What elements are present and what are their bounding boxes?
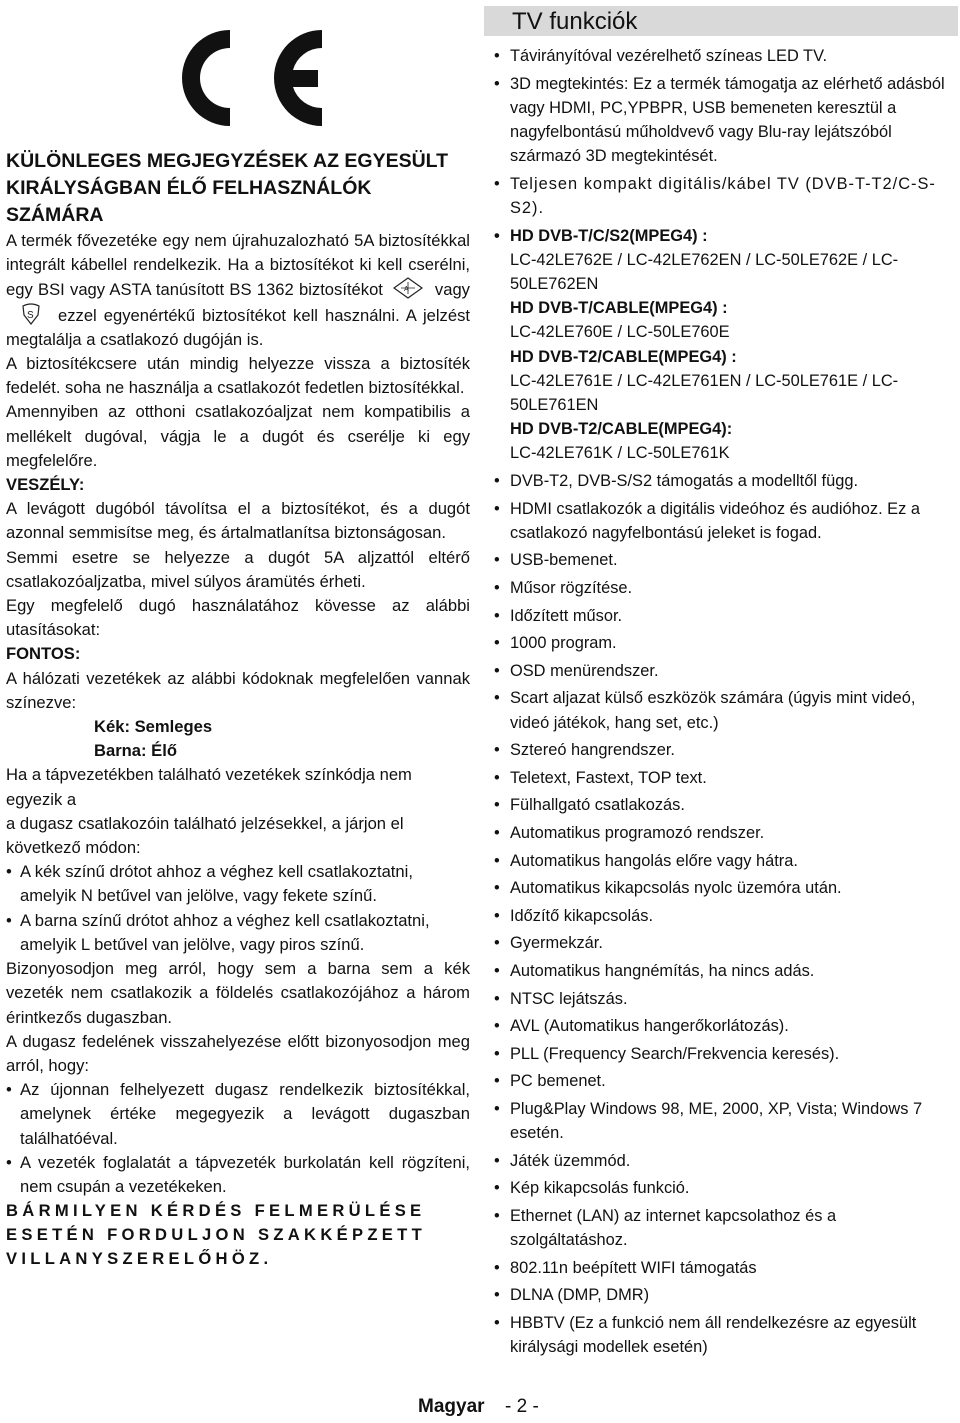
feature-item: • Időzítő kikapcsolás. xyxy=(494,904,958,928)
page-number: - 2 - xyxy=(505,1396,539,1417)
hd3-title: HD DVB-T2/CABLE(MPEG4) : xyxy=(510,347,737,366)
feature-item: • Kép kikapcsolás funkció. xyxy=(494,1176,958,1200)
earth-paragraph: Bizonyosodjon meg arról, hogy sem a barna sem a kék vezeték nem csatlakozik a földelés csatlakozójához a három érintkezős dugaszban. xyxy=(6,959,470,1027)
danger-paragraph: A levágott dugóból távolítsa el a biztosítékot, és a dugót azonnal semmisítse meg, és ártalmatlanítsa biztonságosan. xyxy=(6,499,470,543)
danger-label: VESZÉLY: xyxy=(6,475,85,495)
feature-item: • HDMI csatlakozók a digitális videóhoz és audióhoz. Ez a csatlakozó nagyfelbontású jeleket is fogad. xyxy=(494,497,958,545)
feature-item: • Műsor rögzítése. xyxy=(494,576,958,600)
feature-item: • PLL (Frequency Search/Frekvencia keresés). xyxy=(494,1042,958,1066)
or-text: vagy xyxy=(434,280,470,300)
hd1-title: • HD DVB-T/C/S2(MPEG4) : xyxy=(510,226,708,245)
feature-item: • NTSC lejátszás. xyxy=(494,987,958,1011)
fuse-paragraph-start: A termék fővezetéke egy nem újrahuzalozható 5A biztosítékkal integrált kábellel rendelkezik. Ha a biztosítékot ki kell cserélni, egy BSI vagy ASTA tanúsított xyxy=(6,231,470,300)
feature-item: • 802.11n beépített WIFI támogatás xyxy=(494,1256,958,1280)
feature-item: • OSD menürendszer. xyxy=(494,659,958,683)
bs1362-text: BS 1362 biztosítékot xyxy=(229,280,383,300)
feature-item: • Fülhallgató csatlakozás. xyxy=(494,793,958,817)
feature-item: • Automatikus programozó rendszer. xyxy=(494,821,958,845)
blue-wire-bullet: • A kék színű drótot ahhoz a véghez kell csatlakoztatni, amelyik N betűvel van jelölve, vagy fekete színű. xyxy=(6,860,470,908)
footer-language: Magyar xyxy=(418,1396,485,1417)
feature-item: • Játék üzemmód. xyxy=(494,1149,958,1173)
hd3-models: LC-42LE761E / LC-42LE761EN / LC-50LE761E / LC-50LE761EN xyxy=(510,371,899,415)
socket-warning-paragraph: Semmi esetre se helyezze a dugót 5A aljzattól eltérő csatlakozóaljzatba, mivel súlyos áramütés érheti. xyxy=(6,547,470,591)
tv-features-list xyxy=(494,44,958,1363)
feature-item: • Automatikus hangolás előre vagy hátra. xyxy=(494,849,958,873)
hd-models-item xyxy=(494,224,958,466)
feature-item: • Sztereó hangrendszer. xyxy=(494,738,958,762)
blue-wire-label: Kék: Semleges xyxy=(94,717,213,737)
tv-features-title: TV funkciók xyxy=(512,8,638,35)
feature-item: • Teljesen kompakt digitális/kábel TV (DVB-T-T2/C-S-S2). xyxy=(494,172,958,220)
bsi-kitemark-icon xyxy=(16,303,46,325)
fuse-paragraph-tail: ezzel egyenértékű biztosítékot kell használni. A jelzést megtalálja a csatlakozó dugóján is. xyxy=(6,305,470,349)
feature-item: • AVL (Automatikus hangerőkorlátozás). xyxy=(494,1014,958,1038)
ce-mark-icon xyxy=(150,22,330,134)
feature-item: • DLNA (DMP, DMR) xyxy=(494,1283,958,1307)
wire-colors-paragraph: A hálózati vezetékek az alábbi kódoknak megfelelően vannak színezve: xyxy=(6,668,470,712)
cover-check-paragraph: A dugasz fedelének visszahelyezése előtt bizonyosodjon meg arról, hogy: xyxy=(6,1031,470,1075)
hd2-models: LC-42LE760E / LC-50LE760E xyxy=(510,323,730,342)
feature-item: • HBBTV (Ez a funkció nem áll rendelkezésre az egyesült királysági modellek esetén) xyxy=(494,1311,958,1359)
hd4-models: LC-42LE761K / LC-50LE761K xyxy=(510,444,730,463)
uk-notice-section xyxy=(6,148,470,1271)
feature-item: • DVB-T2, DVB-S/S2 támogatás a modelltől függ. xyxy=(494,469,958,493)
brown-wire-label: Barna: Élő xyxy=(94,741,177,761)
hd2-title: HD DVB-T/CABLE(MPEG4) : xyxy=(510,299,728,318)
feature-item: • Automatikus hangnémítás, ha nincs adás. xyxy=(494,959,958,983)
feature-item: • Plug&Play Windows 98, ME, 2000, XP, Vista; Windows 7 esetén. xyxy=(494,1097,958,1145)
svg-text:S: S xyxy=(27,309,34,321)
svg-text:A: A xyxy=(403,286,409,294)
hd4-title: HD DVB-T2/CABLE(MPEG4): xyxy=(510,420,733,439)
feature-item: • 1000 program. xyxy=(494,631,958,655)
feature-item: • Ethernet (LAN) az internet kapcsolathoz és a szolgáltatáshoz. xyxy=(494,1204,958,1252)
uk-notice-heading: KÜLÖNLEGES MEGJEGYZÉSEK AZ EGYESÜLT KIRÁLYSÁGBAN ÉLŐ FELHASZNÁLÓK SZÁMÁRA xyxy=(6,150,449,226)
feature-item: • Időzített műsor. xyxy=(494,604,958,628)
feature-item: • Gyermekzár. xyxy=(494,931,958,955)
new-plug-fuse-bullet: • Az újonnan felhelyezett dugasz rendelkezik biztosítékkal, amelynek értéke megegyezik a levágott dugaszban találhatóéval. xyxy=(6,1078,470,1151)
feature-item: • PC bemenet. xyxy=(494,1069,958,1093)
terminal-marking-paragraph: a dugasz csatlakozóin található jelzésekkel, a járjon el következő módon: xyxy=(6,813,404,858)
cord-grip-bullet: • A vezeték foglalatát a tápvezeték burkolatán kell rögzíteni, nem csupán a vezetékeken. xyxy=(6,1151,470,1199)
color-mismatch-paragraph: Ha a tápvezetékben található vezetékek színkódja nem egyezik a xyxy=(6,765,412,809)
fuse-paragraph xyxy=(6,229,470,352)
hd1-models: LC-42LE762E / LC-42LE762EN / LC-50LE762E / LC-50LE762EN xyxy=(510,250,899,293)
instructions-paragraph: Egy megfelelő dugó használatához kövesse az alábbi utasításokat: xyxy=(6,596,470,640)
fuse-cover-paragraph: A biztosítékcsere után mindig helyezze vissza a biztosíték fedelét. soha ne használja a csatlakozót fedetlen biztosítékkal. xyxy=(6,354,470,398)
important-label: FONTOS: xyxy=(6,644,81,664)
brown-wire-bullet: • A barna színű drótot ahhoz a véghez kell csatlakoztatni, amelyik L betűvel van jelölve, vagy piros színű. xyxy=(6,909,470,957)
feature-item: • Automatikus kikapcsolás nyolc üzemóra után. xyxy=(494,876,958,900)
incompatible-socket-paragraph: Amennyiben az otthoni csatlakozóaljzat nem kompatibilis a mellékelt dugóval, vágja le a dugót és cserélje ki egy megfelelőre. xyxy=(6,402,470,470)
feature-item: • USB-bemenet. xyxy=(494,548,958,572)
feature-item: • Távirányítóval vezérelhető színeas LED TV. xyxy=(494,44,958,68)
feature-item: • 3D megtekintés: Ez a termék támogatja az elérhető adásból vagy HDMI, PC,YPBPR, USB bemeneten keresztül a nagyfelbontású műholdvevő vagy Blu-ray lejátszóból származó 3D megtekintését. xyxy=(494,72,958,169)
asta-mark-icon xyxy=(393,277,423,299)
feature-item: • Scart aljazat külső eszközök számára (úgyis mint videó, videó játékok, hang set, etc.) xyxy=(494,686,958,734)
closing-notice: BÁRMILYEN KÉRDÉS FELMERÜLÉSE ESETÉN FORDULJON SZAKKÉPZETT VILLANYSZERELŐHÖZ. xyxy=(6,1201,427,1269)
feature-item: • Teletext, Fastext, TOP text. xyxy=(494,766,958,790)
